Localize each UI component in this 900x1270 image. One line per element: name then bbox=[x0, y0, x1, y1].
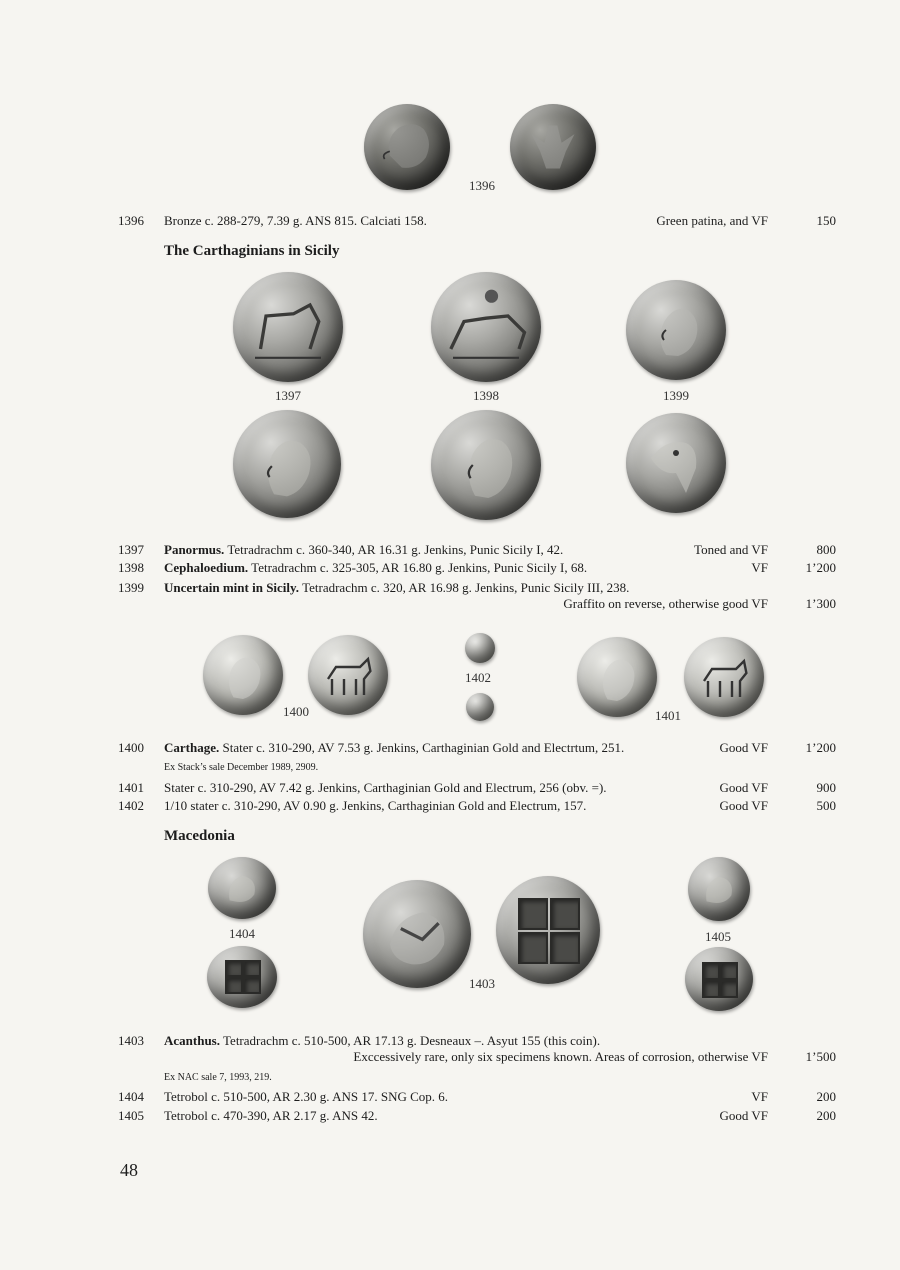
lot-text-1400: Stater c. 310-290, AV 7.53 g. Jenkins, Carthaginian Gold and Electrtum, 251. bbox=[219, 740, 625, 755]
lot-grade-1404: VF bbox=[751, 1089, 768, 1104]
lot-text-1399: Tetradrachm c. 320, AR 16.98 g. Jenkins, Punic Sicily III, 238. bbox=[299, 580, 630, 595]
coin-1398-reverse bbox=[431, 410, 541, 520]
plate-label-1401: 1401 bbox=[655, 708, 681, 723]
plate-label-1405: 1405 bbox=[705, 929, 731, 944]
coin-1401-obverse bbox=[577, 637, 657, 717]
lot-number-1397: 1397 bbox=[118, 542, 144, 557]
lot-number-1402: 1402 bbox=[118, 798, 144, 813]
lot-description-1404 bbox=[164, 1089, 448, 1105]
coin-1397-reverse bbox=[233, 410, 341, 518]
section-heading-carthaginians: The Carthaginians in Sicily bbox=[164, 243, 340, 259]
plate-label-1399: 1399 bbox=[663, 388, 689, 403]
coin-1399-reverse bbox=[626, 413, 726, 513]
coin-1402-reverse bbox=[466, 693, 494, 721]
lot-description-1405 bbox=[164, 1108, 378, 1124]
coin-1404-obverse bbox=[208, 857, 276, 919]
lot-text-1397: Tetradrachm c. 360-340, AR 16.31 g. Jenkins, Punic Sicily I, 42. bbox=[224, 542, 564, 557]
lot-number-1396: 1396 bbox=[118, 213, 144, 228]
plate-label-1402: 1402 bbox=[465, 670, 491, 685]
lot-title-1398: Cephaloedium. bbox=[164, 560, 249, 575]
plate-label-1397: 1397 bbox=[275, 388, 301, 403]
coin-1400-obverse bbox=[203, 635, 283, 715]
lot-grade-1397: Toned and VF bbox=[694, 542, 768, 557]
coin-1397-obverse bbox=[233, 272, 343, 382]
lot-number-1401: 1401 bbox=[118, 780, 144, 795]
lot-text-1401: Stater c. 310-290, AV 7.42 g. Jenkins, Carthaginian Gold and Electrum, 256 (obv. =). bbox=[164, 780, 607, 795]
page-number: 48 bbox=[120, 1160, 138, 1180]
lot-number-1404: 1404 bbox=[118, 1089, 144, 1104]
plate-label-1403: 1403 bbox=[469, 976, 495, 991]
lot-grade-1403: Exccessively rare, only six specimens known. Areas of corrosion, otherwise VF bbox=[353, 1049, 768, 1064]
lot-text-1396: Bronze c. 288-279, 7.39 g. ANS 815. Calciati 158. bbox=[164, 213, 427, 228]
lot-text-1403: Tetradrachm c. 510-500, AR 17.13 g. Desneaux –. Asyut 155 (this coin). bbox=[220, 1033, 601, 1048]
lot-text-1398: Tetradrachm c. 325-305, AR 16.80 g. Jenkins, Punic Sicily I, 68. bbox=[248, 560, 588, 575]
lot-price-1401: 900 bbox=[816, 780, 836, 795]
lot-text-1402: 1/10 stater c. 310-290, AV 0.90 g. Jenkins, Carthaginian Gold and Electrum, 157. bbox=[164, 798, 587, 813]
lot-description-1400 bbox=[164, 740, 624, 756]
lot-description-1397 bbox=[164, 542, 563, 558]
lot-number-1400: 1400 bbox=[118, 740, 144, 755]
lot-title-1403: Acanthus. bbox=[164, 1033, 220, 1048]
plate-label-1404: 1404 bbox=[229, 926, 255, 941]
lot-note-1403: Ex NAC sale 7, 1993, 219. bbox=[164, 1072, 272, 1083]
coin-1396-reverse bbox=[510, 104, 596, 190]
coin-1404-reverse bbox=[207, 946, 277, 1008]
coin-1401-reverse bbox=[684, 637, 764, 717]
lot-description-1396 bbox=[164, 213, 427, 229]
coin-1403-obverse bbox=[363, 880, 471, 988]
coin-1402-obverse bbox=[465, 633, 495, 663]
coin-1399-obverse bbox=[626, 280, 726, 380]
coin-1400-reverse bbox=[308, 635, 388, 715]
lot-text-1405: Tetrobol c. 470-390, AR 2.17 g. ANS 42. bbox=[164, 1108, 378, 1123]
lot-grade-1400: Good VF bbox=[719, 740, 768, 755]
plate-label-1398: 1398 bbox=[473, 388, 499, 403]
lot-text-1404: Tetrobol c. 510-500, AR 2.30 g. ANS 17. SNG Cop. 6. bbox=[164, 1089, 449, 1104]
lot-price-1402: 500 bbox=[816, 798, 836, 813]
lot-description-1403 bbox=[164, 1033, 600, 1049]
lot-number-1399: 1399 bbox=[118, 580, 144, 595]
lot-grade-1396: Green patina, and VF bbox=[656, 213, 768, 228]
lot-number-1405: 1405 bbox=[118, 1108, 144, 1123]
lot-grade-1405: Good VF bbox=[719, 1108, 768, 1123]
lot-price-1399: 1’300 bbox=[805, 596, 836, 611]
lot-price-1400: 1’200 bbox=[805, 740, 836, 755]
section-heading-macedonia: Macedonia bbox=[164, 828, 235, 844]
lot-grade-1402: Good VF bbox=[719, 798, 768, 813]
lot-grade-1399: Graffito on reverse, otherwise good VF bbox=[563, 596, 768, 611]
plate-label-1400: 1400 bbox=[283, 704, 309, 719]
lot-description-1401 bbox=[164, 780, 607, 796]
lot-description-1398 bbox=[164, 560, 587, 576]
coin-1396-obverse bbox=[364, 104, 450, 190]
coin-1398-obverse bbox=[431, 272, 541, 382]
lot-title-1397: Panormus. bbox=[164, 542, 225, 557]
lot-title-1399: Uncertain mint in Sicily. bbox=[164, 580, 300, 595]
lot-number-1398: 1398 bbox=[118, 560, 144, 575]
lot-price-1398: 1’200 bbox=[805, 560, 836, 575]
lot-grade-1401: Good VF bbox=[719, 780, 768, 795]
lot-description-1399 bbox=[164, 580, 629, 596]
lot-grade-1398: VF bbox=[751, 560, 768, 575]
coin-1405-obverse bbox=[688, 857, 750, 921]
lot-description-1402 bbox=[164, 798, 586, 814]
plate-label-1396: 1396 bbox=[469, 178, 495, 193]
lot-title-1400: Carthage. bbox=[164, 740, 220, 755]
lot-note-1400: Ex Stack’s sale December 1989, 2909. bbox=[164, 762, 319, 773]
lot-price-1396: 150 bbox=[816, 213, 836, 228]
lot-price-1397: 800 bbox=[816, 542, 836, 557]
coin-1405-reverse bbox=[685, 947, 753, 1011]
lot-number-1403: 1403 bbox=[118, 1033, 144, 1048]
coin-1403-reverse bbox=[496, 876, 600, 984]
lot-price-1404: 200 bbox=[816, 1089, 836, 1104]
lot-price-1405: 200 bbox=[816, 1108, 836, 1123]
lot-price-1403: 1’500 bbox=[805, 1049, 836, 1064]
